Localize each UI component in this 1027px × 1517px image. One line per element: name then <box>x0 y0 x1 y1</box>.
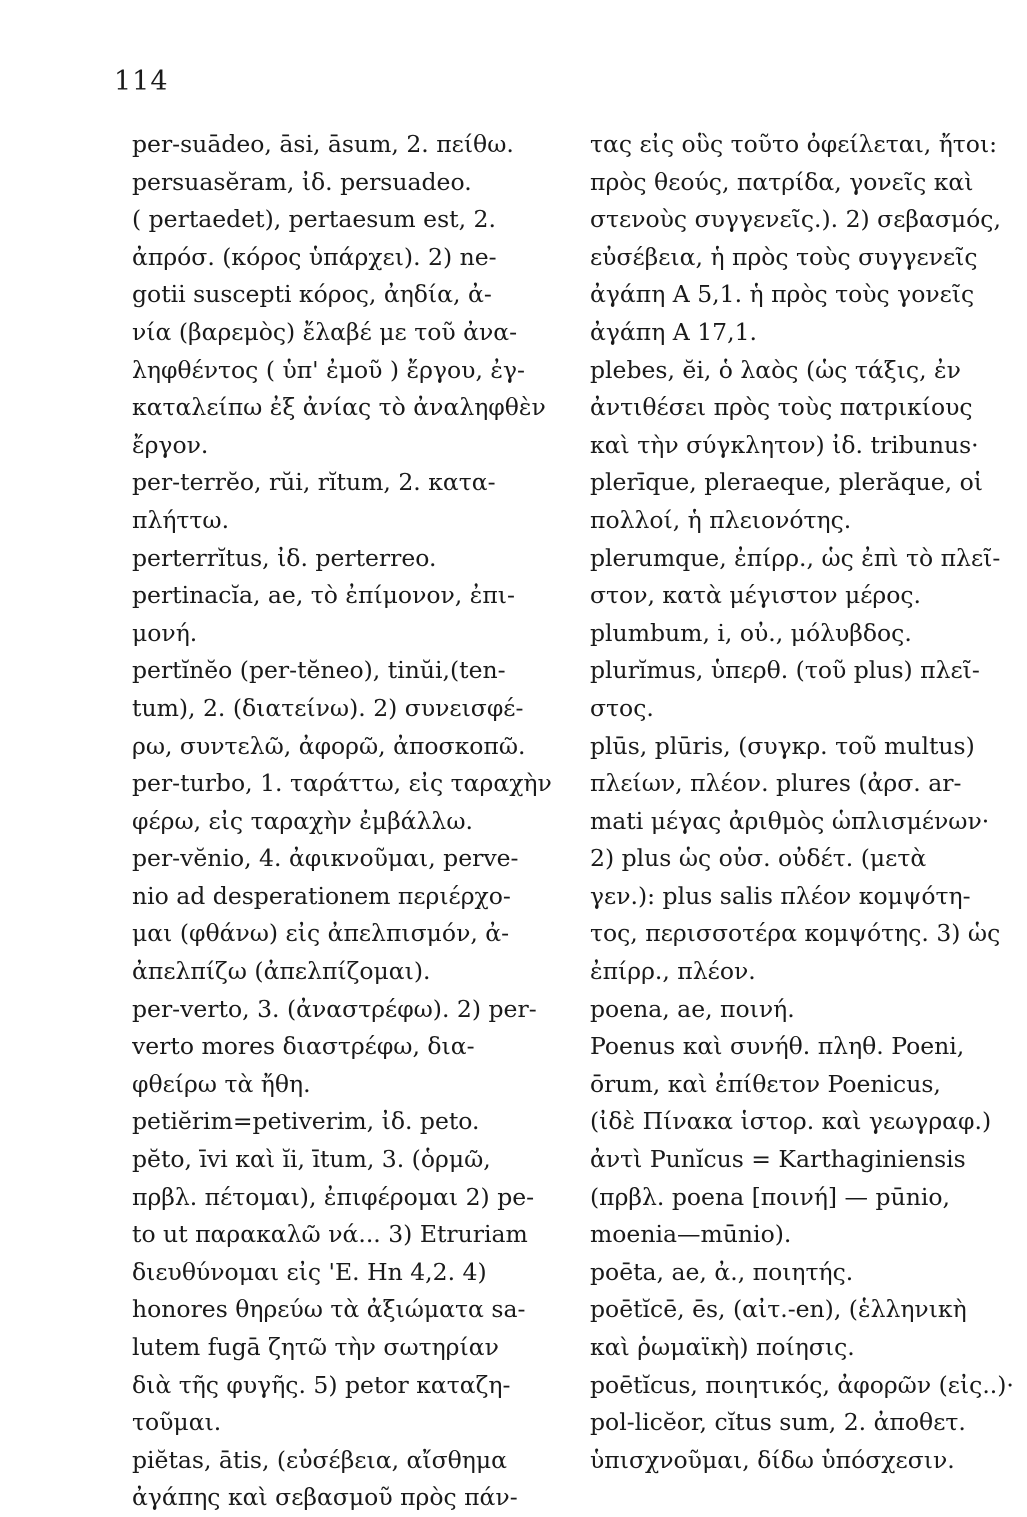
dictionary-line: perterrĭtus, ἰδ. perterreo. <box>132 543 437 572</box>
dictionary-line: moenia—mūnio). <box>590 1220 792 1249</box>
dictionary-line: lutem fugā ζητῶ τὴν σωτηρίαν <box>132 1333 499 1361</box>
dictionary-line: tum), 2. (διατείνω). 2) συνεισφέ- <box>132 693 524 722</box>
dictionary-line: ἀπρόσ. (κόρος ὑπάρχει). 2) ne- <box>132 242 497 271</box>
dictionary-line: ἐπίρρ., πλέον. <box>590 957 756 986</box>
dictionary-line: στενοὺς συγγενεῖς.). 2) σεβασμός, <box>590 205 1001 234</box>
dictionary-line: (πρβλ. poena [ποινή] — pūnio, <box>590 1182 950 1211</box>
dictionary-line: per-verto, 3. (ἀναστρέφω). 2) per- <box>132 994 537 1023</box>
dictionary-line: per-terrĕo, rŭi, rĭtum, 2. κατα- <box>132 468 496 497</box>
dictionary-line: καὶ τὴν σύγκλητον) ἰδ. tribunus· <box>590 430 979 459</box>
dictionary-line: φθείρω τὰ ἤθη. <box>132 1069 311 1098</box>
dictionary-line: στος. <box>590 693 654 722</box>
dictionary-line: μαι (φθάνω) εἰς ἀπελπισμόν, ἀ- <box>132 919 510 948</box>
dictionary-line: ὑπισχνοῦμαι, δίδω ὑπόσχεσιν. <box>590 1445 955 1474</box>
dictionary-line: καὶ ῥωμαϊκὴ) ποίησις. <box>590 1333 855 1361</box>
dictionary-line: τος, περισσοτέρα κομψότης. 3) ὡς <box>590 919 1001 948</box>
dictionary-line: ληφθέντος ( ὑπ' ἐμοῦ ) ἔργου, ἐγ- <box>132 355 525 384</box>
dictionary-line: per-vĕnio, 4. ἀφικνοῦμαι, perve- <box>132 844 519 873</box>
left-column <box>132 126 572 1517</box>
dictionary-line: νία (βαρεμὸς) ἔλαβέ με τοῦ ἀνα- <box>132 317 518 346</box>
dictionary-line: to ut παρακαλῶ νά... 3) Etruriam <box>132 1220 528 1249</box>
dictionary-line: plerīque, pleraeque, plerăque, οἱ <box>590 468 983 497</box>
dictionary-line: pĕto, īvi καὶ ĭi, ītum, 3. (ὁρμῶ, <box>132 1145 491 1174</box>
dictionary-line: πολλοί, ἡ πλειονότης. <box>590 505 852 534</box>
dictionary-line: petiĕrim=petiverim, ἰδ. peto. <box>132 1107 480 1136</box>
dictionary-line: πλήττω. <box>132 505 230 534</box>
dictionary-line: εὐσέβεια, ἡ πρὸς τοὺς συγγενεῖς <box>590 242 978 271</box>
dictionary-line: poena, ae, ποινή. <box>590 994 795 1023</box>
dictionary-line: ρω, συντελῶ, ἀφορῶ, ἀποσκοπῶ. <box>132 731 526 760</box>
dictionary-line: Poenus καὶ συνήθ. πληθ. Poeni, <box>590 1032 965 1061</box>
dictionary-line: ἀντιθέσει πρὸς τοὺς πατρικίους <box>590 393 973 422</box>
dictionary-line: ἀντὶ Punĭcus = Karthaginiensis <box>590 1145 966 1174</box>
dictionary-line: γεν.): plus salis πλέον κομψότη- <box>590 881 971 910</box>
dictionary-line: plurĭmus, ὑπερθ. (τοῦ plus) πλεῖ- <box>590 656 980 685</box>
dictionary-line: pertĭnĕo (per-tĕneo), tinŭi,(ten- <box>132 656 506 685</box>
dictionary-line: στον, κατὰ μέγιστον μέρος. <box>590 581 922 610</box>
dictionary-line: pertinacĭa, ae, τὸ ἐπίμονον, ἐπι- <box>132 581 515 610</box>
dictionary-line: πρὸς θεούς, πατρίδα, γονεῖς καὶ <box>590 167 974 196</box>
dictionary-line: (ἰδὲ Πίνακα ἱστορ. καὶ γεωγραφ.) <box>590 1107 992 1136</box>
dictionary-line: ἔργον. <box>132 430 209 459</box>
dictionary-line: plumbum, i, οὐ., μόλυβδος. <box>590 618 912 647</box>
dictionary-line: nio ad desperationem περιέρχο- <box>132 881 511 910</box>
right-column <box>590 126 1020 1479</box>
dictionary-line: verto mores διαστρέφω, δια- <box>132 1032 475 1061</box>
dictionary-line: διευθύνομαι εἰς 'Ε. Hn 4,2. 4) <box>132 1257 487 1286</box>
dictionary-line: ōrum, καὶ ἐπίθετον Poenicus, <box>590 1069 941 1098</box>
dictionary-line: τας εἰς οὓς τοῦτο ὀφείλεται, ἤτοι: <box>590 130 998 158</box>
dictionary-line: plerumque, ἐπίρρ., ὡς ἐπὶ τὸ πλεῖ- <box>590 543 1001 572</box>
dictionary-line: διὰ τῆς φυγῆς. 5) petor καταζη- <box>132 1370 511 1399</box>
dictionary-line: καταλείπω ἐξ ἀνίας τὸ ἀναληφθὲν <box>132 393 546 422</box>
dictionary-line: poētĭcē, ēs, (αἰτ.-en), (ἑλληνικὴ <box>590 1295 967 1324</box>
dictionary-line: poēta, ae, ἀ., ποιητής. <box>590 1257 854 1286</box>
dictionary-line: ( pertaedet), pertaesum est, 2. <box>132 205 496 234</box>
dictionary-line: ἀγάπη A 5,1. ἡ πρὸς τοὺς γονεῖς <box>590 280 975 309</box>
dictionary-line: φέρω, εἰς ταραχὴν ἐμβάλλω. <box>132 806 473 835</box>
dictionary-line: mati μέγας ἀριθμὸς ὡπλισμένων· <box>590 806 990 835</box>
dictionary-line: plūs, plūris, (συγκρ. τοῦ multus) <box>590 731 975 760</box>
dictionary-line: ἀγάπη A 17,1. <box>590 317 758 346</box>
dictionary-line: ἀπελπίζω (ἀπελπίζομαι). <box>132 957 431 986</box>
dictionary-line: poētĭcus, ποιητικός, ἀφορῶν (εἰς..)· <box>590 1370 1014 1399</box>
dictionary-line: persuasĕram, ἰδ. persuadeo. <box>132 167 472 196</box>
dictionary-line: μονή. <box>132 618 198 647</box>
dictionary-line: πλείων, πλέον. plures (ἀρσ. ar- <box>590 769 962 798</box>
dictionary-line: gotii suscepti κόρος, ἀηδία, ἀ- <box>132 280 492 309</box>
dictionary-line: πρβλ. πέτομαι), ἐπιφέρομαι 2) pe- <box>132 1182 535 1211</box>
dictionary-line: piĕtas, ātis, (εὐσέβεια, αἴσθημα <box>132 1445 508 1474</box>
dictionary-line: 2) plus ὡς οὐσ. οὐδέτ. (μετὰ <box>590 844 927 873</box>
dictionary-line: per-turbo, 1. ταράττω, εἰς ταραχὴν <box>132 769 552 798</box>
page-number: 114 <box>114 66 169 97</box>
dictionary-line: honores θηρεύω τὰ ἀξιώματα sa- <box>132 1295 526 1324</box>
dictionary-line: per-suādeo, āsi, āsum, 2. πείθω. <box>132 130 514 158</box>
dictionary-line: τοῦμαι. <box>132 1408 222 1437</box>
dictionary-line: plebes, ĕi, ὁ λαὸς (ὡς τάξις, ἐν <box>590 355 961 384</box>
dictionary-line: pol-licĕor, cĭtus sum, 2. ἀποθετ. <box>590 1408 966 1437</box>
dictionary-line: ἀγάπης καὶ σεβασμοῦ πρὸς πάν- <box>132 1483 518 1512</box>
